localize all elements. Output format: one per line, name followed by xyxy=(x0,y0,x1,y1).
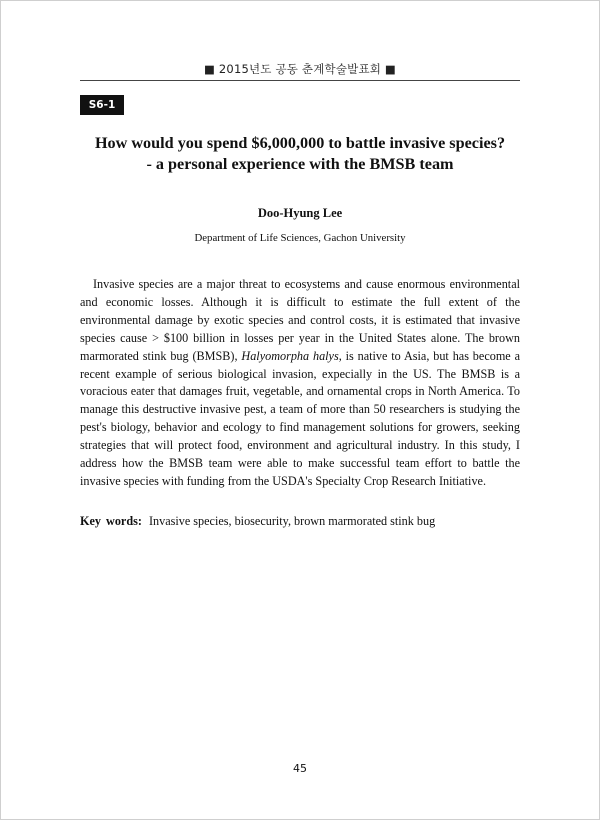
species-name-italic: Halyomorpha halys xyxy=(241,348,339,363)
author-affiliation: Department of Life Sciences, Gachon University xyxy=(194,232,406,244)
abstract-text-end: , is native to Asia, but has become a recent example of serious biological invasion, expecially in the US. The BMSB is a voracious eater that damages fruit, vegetable, and ornamental crops in North America. To manage this destructive invasive pest, a team of more than 50 researchers is studying the pest's biology, behavior and ecology to find management solutions for growers, seeking strategies that will protect food, environment and agricultural industry. In this study, I address how the BMSB team were able to make successful team effort to battle the invasive species with funding from the USDA's Specialty Crop Research Initiative. xyxy=(80,348,520,488)
paper-title xyxy=(60,133,540,175)
abstract-text-start: Invasive species are a major threat to ecosystems and cause enormous environmental and economic losses. Although it is difficult to estimate the full extent of the environmental damage by exotic species and control costs, it is estimated that invasive species cause > $100 billion in losses per year in the United States alone. The brown marmorated stink bug (BMSB), xyxy=(80,277,520,363)
title-line-2: - a personal experience with the BMSB team xyxy=(146,155,454,173)
title-line-1: How would you spend $6,000,000 to battle invasive species? xyxy=(94,134,506,152)
session-badge: S6-1 xyxy=(80,95,124,115)
keywords-line xyxy=(80,514,520,529)
author-name: Doo-Hyung Lee xyxy=(257,206,343,220)
keywords-label: Key words: xyxy=(80,514,142,528)
abstract-paragraph xyxy=(80,276,520,491)
header-divider xyxy=(80,80,520,81)
keywords-text: Invasive species, biosecurity, brown marmorated stink bug xyxy=(148,514,436,528)
running-header: ■ 2015년도 공동 춘계학술발표회 ■ xyxy=(203,62,397,76)
page-number: 45 xyxy=(293,762,307,775)
